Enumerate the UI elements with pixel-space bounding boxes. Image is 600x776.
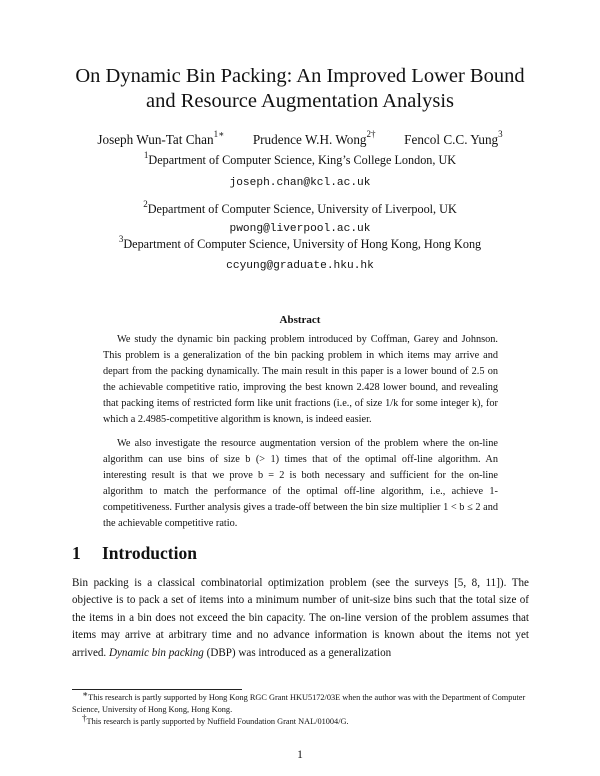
author-email[interactable]: pwong@liverpool.ac.uk	[229, 223, 371, 235]
author-email[interactable]: ccyung@graduate.hku.hk	[226, 260, 374, 272]
paper-title	[0, 64, 600, 114]
affiliation-text: Department of Computer Science, University of Hong Kong, Hong Kong	[123, 237, 482, 251]
author-email[interactable]: joseph.chan@kcl.ac.uk	[229, 177, 371, 189]
section-number: 1	[72, 543, 81, 563]
body-italic-term: Dynamic bin packing	[108, 646, 204, 659]
abstract-paragraph: We study the dynamic bin packing problem introduced by Coffman, Garey and Johnson. This problem is a generalization of the bin packing problem in which items may arrive and depart from the packing dynamically. The main result in this paper is a lower bound of 2.5 on the achievable competitive ratio, improving the best known 2.428 lower bound, and revealing that packing items of restricted form like unit fractions (i.e., of size 1/k for some integer k), for which a 2.4985-competitive algorithm is known, is indeed easier.	[103, 334, 498, 425]
footnote-rule	[72, 689, 242, 690]
affiliation	[0, 199, 600, 217]
affiliation-text: Department of Computer Science, King’s College London, UK	[148, 153, 457, 167]
footnote-text: This research is partly supported by Hong Kong RGC Grant HKU5172/03E when the author was with the Department of Computer Science, University of Hong Kong, Hong Kong.	[72, 693, 526, 714]
title-line-1: On Dynamic Bin Packing: An Improved Lower Bound	[75, 65, 525, 87]
author-mark: 3	[498, 129, 503, 139]
title-line-2: and Resource Augmentation Analysis	[145, 90, 455, 112]
author-name: Fencol C.C. Yung	[404, 132, 499, 147]
author-list	[0, 129, 600, 148]
affiliation-mark: 3	[118, 234, 124, 244]
affiliation	[0, 150, 600, 168]
body-text: Bin packing is a classical combinatorial optimization problem (see the surveys [5, 8, 11]). The objective is to pack a set of items into a minimum number of unit-size bins such that the total size of the items in a bin does not exceed the bin capacity. The on-line version of the problem assumes that items may arrive at arbitrary time and no advance information is known about the items not yet arrived.	[72, 577, 529, 659]
section-heading	[72, 543, 197, 564]
author-mark: 2†	[366, 129, 376, 139]
affiliation	[0, 234, 600, 252]
footnote-mark: ∗	[82, 689, 89, 699]
abstract-paragraph: We also investigate the resource augmentation version of the problem where the on-line algorithm can use bins of size b (> 1) times that of the optimal off-line algorithm. An interesting result is that we prove b = 2 is both necessary and sufficient for the on-line algorithm to match the performance of the optimal off-line algorithm, i.e., achieve 1-competitiveness. Further analysis gives a trade-off between the bin size multiplier 1 < b ≤ 2 and the achievable competitive ratio.	[103, 438, 498, 529]
body-text-tail: (DBP) was introduced as a generalization	[206, 646, 392, 659]
footnote	[72, 713, 529, 728]
author-name: Joseph Wun-Tat Chan	[97, 132, 214, 147]
footnote-mark: †	[82, 713, 87, 723]
abstract-heading: Abstract	[279, 314, 321, 326]
section-title: Introduction	[102, 543, 197, 563]
footnote	[72, 689, 529, 715]
footnote-text: This research is partly supported by Nuffield Foundation Grant NAL/01004/G.	[86, 717, 349, 726]
affiliation-mark: 1	[143, 150, 149, 160]
body-paragraph	[72, 575, 529, 662]
author-mark: 1∗	[213, 129, 225, 139]
affiliation-mark: 2	[143, 199, 148, 209]
page-number: 1	[297, 749, 303, 761]
author-name: Prudence W.H. Wong	[252, 132, 367, 147]
affiliation-text: Department of Computer Science, University of Liverpool, UK	[147, 202, 457, 216]
